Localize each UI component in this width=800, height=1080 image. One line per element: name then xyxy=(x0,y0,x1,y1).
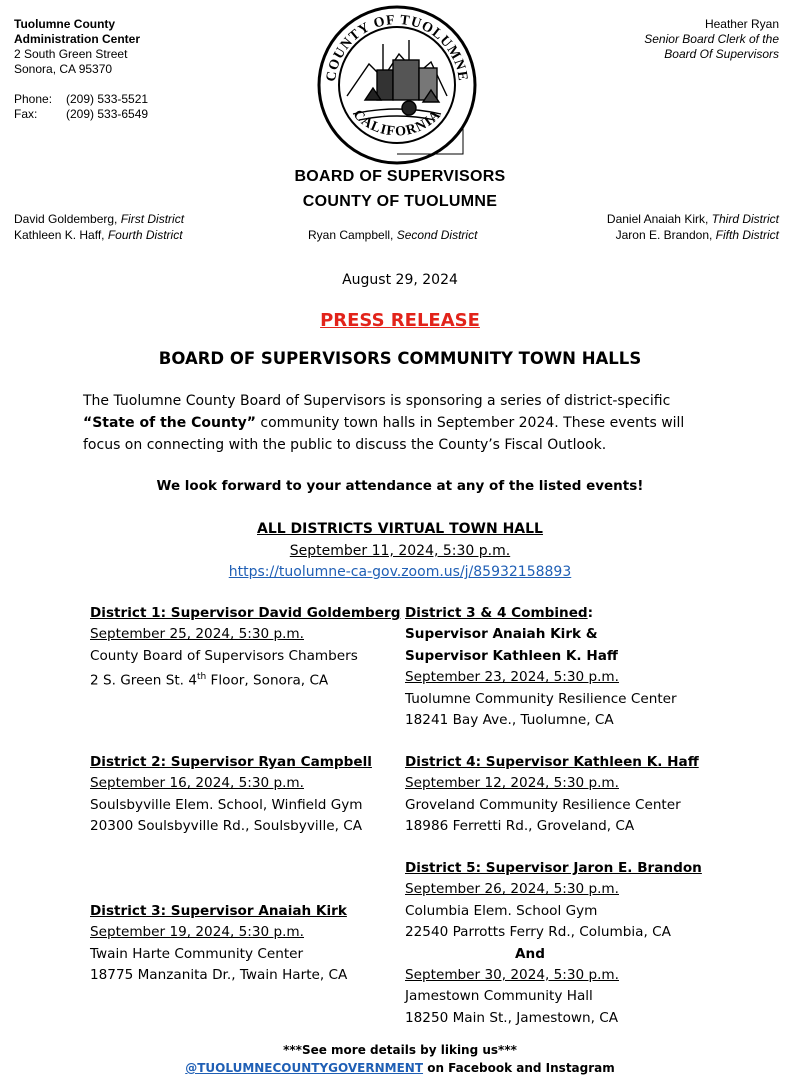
district-label: First District xyxy=(120,212,185,226)
event-heading: District 3 & 4 Combined: xyxy=(405,605,594,621)
intro-paragraph xyxy=(83,390,723,456)
press-release-heading: PRESS RELEASE xyxy=(320,310,480,331)
zoom-link[interactable]: https://tuolumne-ca-gov.zoom.us/j/85932158893 xyxy=(228,564,572,580)
footer-platforms: on Facebook and Instagram xyxy=(423,1061,615,1075)
footer-note: ***See more details by liking us*** xyxy=(283,1043,517,1057)
event-address: 18241 Bay Ave., Tuolumne, CA xyxy=(405,712,614,729)
clerk-title-1: Senior Board Clerk of the xyxy=(644,32,779,46)
event-venue-2: Jamestown Community Hall xyxy=(405,988,593,1005)
event-venue: Groveland Community Resilience Center xyxy=(405,796,681,813)
supervisor-name: Daniel Anaiah Kirk, xyxy=(606,212,712,226)
fax-row xyxy=(14,107,254,122)
event-venue: Soulsbyville Elem. School, Winfield Gym xyxy=(90,796,363,813)
address-block xyxy=(14,17,254,122)
clerk-title-2: Board Of Supervisors xyxy=(664,47,779,61)
district-3-event xyxy=(90,901,347,987)
intro-emphasis: “State of the County” xyxy=(83,415,256,431)
virtual-town-hall xyxy=(0,519,800,584)
footer xyxy=(0,1041,800,1077)
supervisor-name: Kathleen K. Haff, xyxy=(14,228,108,242)
clerk-block xyxy=(519,17,779,62)
district-label: Second District xyxy=(396,228,478,242)
release-date: August 29, 2024 xyxy=(342,272,458,288)
district-2-event xyxy=(90,752,372,838)
district-5-event xyxy=(405,858,702,1029)
event-and: And xyxy=(515,945,545,962)
supervisor-district-5 xyxy=(616,228,779,243)
phone-number: (209) 533-5521 xyxy=(66,92,149,106)
district-label: Fourth District xyxy=(107,228,183,242)
phone-label: Phone: xyxy=(14,92,53,106)
phone-row xyxy=(14,92,254,107)
event-address-1: 22540 Parrotts Ferry Rd., Columbia, CA xyxy=(405,924,671,941)
event-heading: District 5: Supervisor Jaron E. Brandon xyxy=(405,860,702,876)
svg-text:COUNTY OF TUOLUMNE: COUNTY OF TUOLUMNE xyxy=(324,12,470,83)
event-supervisor-2: Supervisor Kathleen K. Haff xyxy=(405,647,618,664)
event-venue: County Board of Supervisors Chambers xyxy=(90,647,358,664)
event-venue: Twain Harte Community Center xyxy=(90,945,304,962)
district-3-4-event xyxy=(405,603,677,731)
district-label: Fifth District xyxy=(715,228,779,242)
city-address: Sonora, CA 95370 xyxy=(14,62,113,76)
event-heading: District 2: Supervisor Ryan Campbell xyxy=(90,754,372,770)
org-name: Tuolumne County xyxy=(14,17,116,31)
event-heading: District 1: Supervisor David Goldemberg xyxy=(90,605,401,621)
fax-label: Fax: xyxy=(14,107,38,121)
district-1-event xyxy=(90,603,400,692)
event-supervisor-1: Supervisor Anaiah Kirk & xyxy=(405,626,598,643)
event-date: September 16, 2024, 5:30 p.m. xyxy=(90,775,304,792)
county-seal-logo xyxy=(313,4,481,166)
virtual-date: September 11, 2024, 5:30 p.m. xyxy=(289,542,511,559)
attendance-note: We look forward to your attendance at any of the listed events! xyxy=(156,478,644,494)
board-title-line2: COUNTY OF TUOLUMNE xyxy=(302,193,498,210)
supervisor-name: Jaron E. Brandon, xyxy=(615,228,716,242)
street-address: 2 South Green Street xyxy=(14,47,128,61)
event-address: 18775 Manzanita Dr., Twain Harte, CA xyxy=(90,967,348,984)
event-date: September 19, 2024, 5:30 p.m. xyxy=(90,924,304,941)
virtual-title: ALL DISTRICTS VIRTUAL TOWN HALL xyxy=(257,521,543,537)
event-date: September 25, 2024, 5:30 p.m. xyxy=(90,626,304,643)
board-title-line1: BOARD OF SUPERVISORS xyxy=(294,168,506,185)
event-date-1: September 26, 2024, 5:30 p.m. xyxy=(405,881,619,898)
district-4-event xyxy=(405,752,699,838)
event-address: 18986 Ferretti Rd., Groveland, CA xyxy=(405,818,635,835)
supervisor-name: David Goldemberg, xyxy=(14,212,121,226)
intro-text: The Tuolumne County Board of Supervisors is sponsoring a series of district-specific xyxy=(83,393,671,409)
event-date-2: September 30, 2024, 5:30 p.m. xyxy=(405,967,619,984)
event-heading: District 3: Supervisor Anaiah Kirk xyxy=(90,903,347,919)
svg-text:CALIFORNIA: CALIFORNIA xyxy=(349,107,445,140)
event-date: September 23, 2024, 5:30 p.m. xyxy=(405,669,619,686)
supervisor-district-3 xyxy=(607,212,779,227)
supervisor-district-4 xyxy=(14,228,183,243)
main-title: BOARD OF SUPERVISORS COMMUNITY TOWN HALLS xyxy=(158,349,642,368)
org-subname: Administration Center xyxy=(14,32,141,46)
event-venue: Tuolumne Community Resilience Center xyxy=(405,690,677,707)
fax-number: (209) 533-6549 xyxy=(66,107,149,121)
clerk-name: Heather Ryan xyxy=(704,17,779,31)
event-date: September 12, 2024, 5:30 p.m. xyxy=(405,775,619,792)
social-handle-link[interactable]: @TUOLUMNECOUNTYGOVERNMENT xyxy=(185,1061,424,1075)
event-address: 2 S. Green St. 4th Floor, Sonora, CA xyxy=(90,672,329,689)
supervisor-name: Ryan Campbell, xyxy=(308,228,397,242)
event-address: 20300 Soulsbyville Rd., Soulsbyville, CA xyxy=(90,818,363,835)
supervisor-district-1 xyxy=(14,212,184,227)
intro-text: community town halls in September 2024. These events will focus on connecting with the public to discuss the County’s Fiscal Outlook. xyxy=(83,415,685,453)
district-label: Third District xyxy=(711,212,779,226)
supervisor-district-2 xyxy=(308,228,477,243)
event-heading: District 4: Supervisor Kathleen K. Haff xyxy=(405,754,699,770)
event-address-2: 18250 Main St., Jamestown, CA xyxy=(405,1009,619,1026)
event-venue-1: Columbia Elem. School Gym xyxy=(405,902,598,919)
